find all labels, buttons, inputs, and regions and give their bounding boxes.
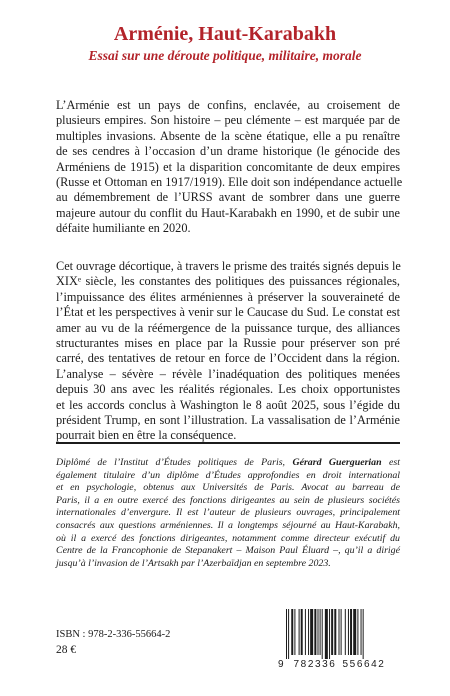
author-bio <box>56 457 400 570</box>
barcode-bar <box>310 609 313 655</box>
text-line: majeure autour du conflit du Haut-Karabakh en 1990, et de subir une <box>56 205 400 220</box>
text-line: (Russe et Ottoman en 1917/1919). Elle doit son indépendance actuelle <box>56 175 403 190</box>
text-line: Cet ouvrage décortique, à travers le prisme des traités signés depuis le <box>56 259 401 273</box>
barcode-bar <box>299 609 300 655</box>
text-line: l’État et les perspectives à venir sur le Caucase du Sud. Le constat est <box>56 305 400 320</box>
bio-line: où il a exercé des fonctions dirigeantes, notamment comme directeur exécutif du <box>56 532 400 544</box>
text-line: structurantes mises en place par la Russie pour préserver son pré <box>56 336 400 351</box>
text-line: L’Arménie est un pays de confins, enclavée, au croisement de <box>56 98 400 112</box>
barcode-bar <box>345 609 346 655</box>
text-line: carré, des tentatives de retour en force de l’Occident dans la région. <box>56 351 400 366</box>
section-divider <box>56 442 400 444</box>
bio-line: jusqu’à l’invasion de l’Artsakh par l’Azerbaïdjan en septembre 2023. <box>56 557 331 569</box>
bio-line: également titulaire d’un diplôme d’Études approfondies en droit international <box>56 469 400 481</box>
bio-line: et en psychologie, obtenus aux Universités de Paris. Avocat au barreau de <box>56 482 400 494</box>
barcode-bars <box>286 609 364 659</box>
text-line: amer au vu de la réémergence de la puissance turque, des alliances <box>56 320 400 335</box>
barcode-bar <box>286 609 287 659</box>
barcode-bar <box>348 609 349 655</box>
bio-line: internationales d’envergure. Il est l’auteur de plusieurs ouvrages, principalement <box>56 507 400 519</box>
barcode <box>275 607 400 669</box>
bio-line <box>56 457 400 470</box>
bio-text: Diplômé de l’Institut d’Études politiques de Paris, <box>56 457 293 468</box>
barcode-bar <box>361 609 362 655</box>
barcode-bar <box>353 609 356 655</box>
barcode-bar <box>305 609 306 655</box>
barcode-bar <box>334 609 336 655</box>
blurb-paragraph-1 <box>56 98 403 237</box>
book-subtitle: Essai sur une déroute politique, militaire, morale <box>88 48 362 63</box>
barcode-digits-group2: 556642 <box>342 659 386 669</box>
barcode-bar <box>291 609 293 655</box>
barcode-bar <box>339 609 340 655</box>
bio-text: est <box>381 457 400 468</box>
bio-line: Paris, il a en outre exercé des fonctions dirigeantes au sein de plusieurs sociétés <box>56 494 400 506</box>
text-line: Arméniens de 1915) et la disparition concomitante de deux empires <box>56 159 400 174</box>
barcode-bar <box>322 609 323 659</box>
text-line: pourrait bien en être la conséquence. <box>56 428 237 443</box>
barcode-bar <box>288 609 289 659</box>
barcode-bar <box>308 609 309 655</box>
barcode-bar <box>331 609 333 655</box>
barcode-bar <box>341 609 342 655</box>
barcode-bar <box>363 609 364 659</box>
text-line: multiples invasions. Absente de la scène étatique, elle a pu renaître <box>56 128 400 143</box>
barcode-bar <box>350 609 352 655</box>
isbn-text: ISBN : 978-2-336-55664-2 <box>56 629 171 640</box>
barcode-bar <box>329 609 330 659</box>
barcode-bar <box>318 609 319 655</box>
price-text: 28 € <box>56 644 77 656</box>
barcode-digit-first: 9 <box>278 659 284 669</box>
barcode-digits-group1: 782336 <box>293 659 337 669</box>
barcode-bar <box>314 609 316 655</box>
book-title: Arménie, Haut-Karabakh <box>113 23 337 45</box>
bio-line: consacrés aux questions arméniennes. Il a longtemps séjourné au Haut-Karabakh, <box>56 519 400 531</box>
text-line: de ses cendres à l’occasion d’un drame historique (le génocide des <box>56 144 400 159</box>
author-name: Gérard Guerguerian <box>292 457 382 468</box>
text-line: et les accords conclus à Washington le 8 août 2025, sous l’égide du <box>56 397 400 412</box>
barcode-bar <box>320 609 321 655</box>
text-line: défaite humiliante en 2020. <box>56 221 191 236</box>
bio-line: Centre de la Francophonie de Stepanakert – Maison Paul Éluard –, qu’il a dirigé <box>56 545 400 557</box>
text-line: depuis 30 ans avec les réalités régionales. Les choix opportunistes <box>56 382 400 397</box>
text-line: L’analyse – sévère – révèle l’inadéquation des politiques menées <box>56 366 400 381</box>
text-line: au démembrement de l’URSS avant de sombrer dans une guerre <box>56 190 400 205</box>
text-line: président Trump, en sont l’illustration. La vassalisation de l’Arménie <box>56 413 400 428</box>
blurb-paragraph-2 <box>56 259 400 444</box>
text-line: plusieurs empires. Son histoire – peu clémente – est marquée par de <box>56 113 400 128</box>
barcode-bar <box>294 609 295 655</box>
text-line: XIXᵉ siècle, les constantes des politiques des puissances régionales, <box>56 274 400 289</box>
text-line: l’impuissance des élites arméniennes à préserver la souveraineté de <box>56 289 400 304</box>
barcode-bar <box>301 609 303 655</box>
barcode-bar <box>357 609 358 655</box>
barcode-bar <box>325 609 328 659</box>
